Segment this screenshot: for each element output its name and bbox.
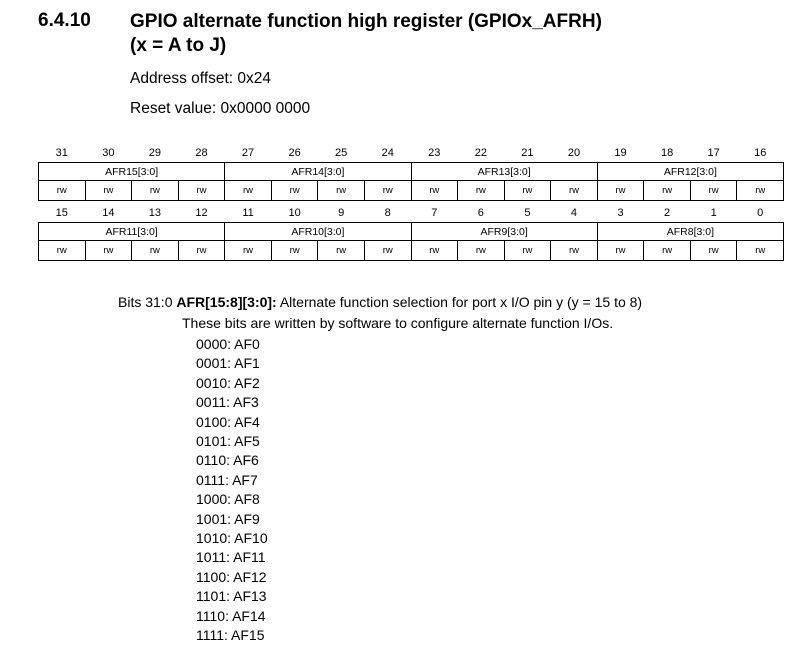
access-type: rw [458,241,505,261]
bit-number: 13 [148,207,162,219]
access-type: rw [690,181,737,201]
access-type: rw [597,181,644,201]
access-type: rw [551,241,598,261]
bits-range: Bits 31:0 [118,294,173,310]
field-afr10: AFR10[3:0] [225,223,411,241]
access-type: rw [690,241,737,261]
field-afr14: AFR14[3:0] [225,163,411,181]
access-type: rw [737,181,784,201]
bit-number-row [39,204,784,223]
bit-number: 16 [754,147,767,159]
access-type: rw [225,181,272,201]
bit-number: 11 [242,207,254,219]
field-afr11: AFR11[3:0] [39,223,225,241]
access-row [39,241,784,261]
bit-number: 20 [567,147,581,159]
bit-number: 19 [614,147,627,159]
access-type: rw [318,241,365,261]
access-type: rw [225,241,272,261]
section-title-line1: GPIO alternate function high register (GPIOx_AFRH) [130,11,602,32]
af-code-item: 1100: AF12 [196,568,267,585]
af-code-list [196,335,268,646]
access-type: rw [551,181,598,201]
bit-number: 31 [55,147,68,159]
bit-number: 2 [664,207,671,219]
bit-number-row [39,144,784,163]
bits-description [118,294,642,310]
field-name-row [39,163,784,181]
register-table-upper [38,144,784,201]
af-code-item: 1110: AF14 [196,607,266,624]
access-type: rw [597,241,644,261]
access-type: rw [271,241,318,261]
field-afr8: AFR8[3:0] [597,223,783,241]
access-type: rw [504,181,551,201]
af-code-item: 0001: AF1 [196,355,260,372]
bit-number: 12 [195,207,208,219]
af-code-item: 1111: AF15 [196,627,265,644]
bit-number: 18 [660,147,674,159]
access-type: rw [132,181,179,201]
af-code-item: 0011: AF3 [196,394,259,411]
af-code-item: 1010: AF10 [196,530,268,547]
access-type: rw [271,181,318,201]
af-code-item: 0010: AF2 [196,374,260,391]
bit-number: 27 [241,147,255,159]
bit-number: 28 [195,147,208,159]
af-code-item: 1000: AF8 [196,491,260,508]
access-type: rw [178,241,225,261]
af-code-item: 0100: AF4 [196,413,260,430]
section-title-line2: (x = A to J) [130,35,227,56]
bit-number: 23 [428,147,441,159]
section-title [130,10,602,58]
field-name-row [39,223,784,241]
access-type: rw [737,241,784,261]
bits-field-name: AFR[15:8][3:0]: [176,294,277,310]
field-afr15: AFR15[3:0] [39,163,225,181]
bit-number: 25 [335,147,348,159]
access-type: rw [504,241,551,261]
access-type: rw [644,241,691,261]
bit-number: 8 [384,207,391,219]
bit-number: 24 [381,147,394,159]
af-code-item: 0110: AF6 [196,452,259,469]
af-code-item: 1011: AF11 [196,549,266,566]
reset-value: Reset value: 0x0000 0000 [130,100,311,117]
access-type: rw [318,181,365,201]
bits-detail: These bits are written by software to configure alternate function I/Os. [182,315,614,331]
access-row [39,181,784,201]
field-afr9: AFR9[3:0] [411,223,597,241]
bit-number: 14 [102,207,115,219]
bit-number: 6 [477,207,484,219]
bit-number: 22 [474,147,487,159]
access-type: rw [132,241,179,261]
access-type: rw [178,181,225,201]
access-type: rw [85,241,132,261]
bits-summary: Alternate function selection for port x I/O pin y (y = 15 to 8) [279,294,643,310]
bit-number: 26 [288,147,301,159]
bit-number: 29 [148,147,162,159]
af-code-item: 1101: AF13 [196,588,267,605]
bit-number: 3 [617,207,624,219]
section-number: 6.4.10 [38,10,91,31]
access-type: rw [364,241,411,261]
access-type: rw [39,181,86,201]
af-code-item: 0111: AF7 [196,471,258,488]
access-type: rw [364,181,411,201]
bit-number: 4 [570,207,578,219]
field-afr12: AFR12[3:0] [597,163,783,181]
field-afr13: AFR13[3:0] [411,163,597,181]
bit-number: 9 [338,207,345,219]
bit-number: 7 [431,207,438,219]
access-type: rw [85,181,132,201]
bit-number: 17 [707,147,720,159]
access-type: rw [411,241,458,261]
bit-number: 10 [288,207,301,219]
bit-number: 30 [102,147,115,159]
af-code-item: 0101: AF5 [196,433,260,450]
access-type: rw [411,181,458,201]
access-type: rw [39,241,86,261]
bit-number: 5 [524,207,531,219]
bit-number: 15 [55,207,68,219]
af-code-item: 1001: AF9 [196,510,260,527]
bit-number: 1 [710,207,717,219]
access-type: rw [458,181,505,201]
bit-number: 0 [757,207,764,219]
register-table-lower [38,204,784,261]
af-code-item: 0000: AF0 [196,336,260,352]
bit-number: 21 [521,147,534,159]
address-offset: Address offset: 0x24 [130,70,272,87]
access-type: rw [644,181,691,201]
